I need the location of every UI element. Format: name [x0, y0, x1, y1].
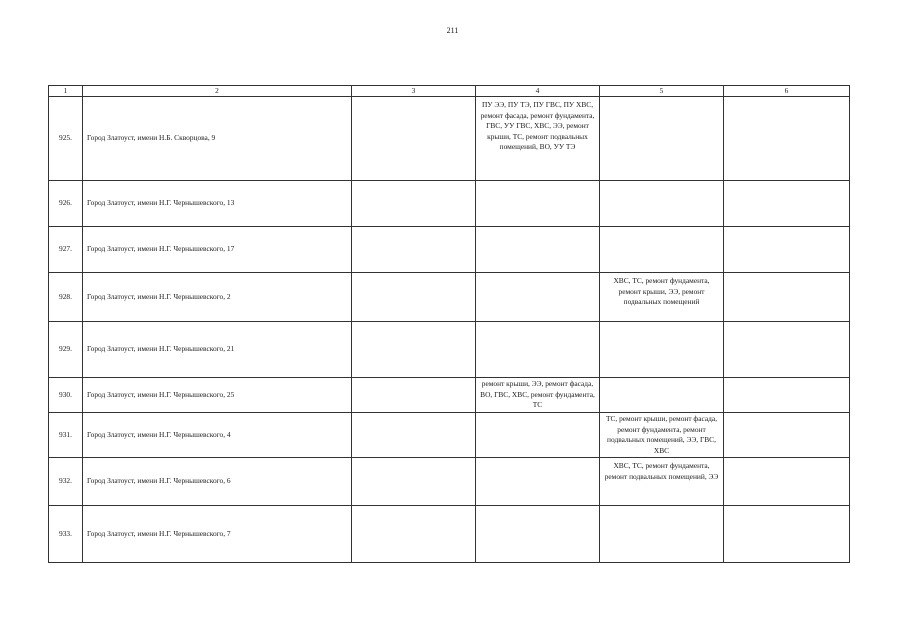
table-row	[49, 322, 850, 378]
col6-cell	[724, 458, 850, 506]
table-header-row	[49, 86, 850, 97]
col4-cell	[476, 227, 600, 273]
col4-cell: ПУ ЭЭ, ПУ ТЭ, ПУ ГВС, ПУ ХВС, ремонт фасада, ремонт фундамента, ГВС, УУ ГВС, ХВС, ЭЭ, ремонт крыши, ТС, ремонт подвальных помещений, ВО, УУ ТЭ	[476, 97, 600, 181]
col4-cell: ремонт крыши, ЭЭ, ремонт фасада, ВО, ГВС, ХВС, ремонт фундамента, ТС	[476, 378, 600, 413]
col4-cell	[476, 273, 600, 322]
table-row	[49, 413, 850, 458]
header-cell: 4	[476, 86, 600, 97]
col5-cell	[600, 506, 724, 563]
address-cell: Город Златоуст, имени Н.Г. Чернышевского, 6	[83, 458, 352, 506]
header-cell: 1	[49, 86, 83, 97]
table-row	[49, 458, 850, 506]
row-number: 925.	[49, 97, 83, 181]
address-cell: Город Златоуст, имени Н.Г. Чернышевского, 13	[83, 181, 352, 227]
col5-cell: ХВС, ТС, ремонт фундамента, ремонт подвальных помещений, ЭЭ	[600, 458, 724, 506]
col6-cell	[724, 181, 850, 227]
row-number: 926.	[49, 181, 83, 227]
col6-cell	[724, 273, 850, 322]
row-number: 929.	[49, 322, 83, 378]
header-cell: 5	[600, 86, 724, 97]
table-row	[49, 506, 850, 563]
address-cell: Город Златоуст, имени Н.Г. Чернышевского, 21	[83, 322, 352, 378]
address-cell: Город Златоуст, имени Н.Б. Скворцова, 9	[83, 97, 352, 181]
row-number: 928.	[49, 273, 83, 322]
row-number: 933.	[49, 506, 83, 563]
col3-cell	[352, 378, 476, 413]
table-row	[49, 97, 850, 181]
col3-cell	[352, 322, 476, 378]
col5-cell	[600, 97, 724, 181]
table-row	[49, 181, 850, 227]
table-row	[49, 227, 850, 273]
row-number: 927.	[49, 227, 83, 273]
table-row	[49, 378, 850, 413]
col3-cell	[352, 181, 476, 227]
col3-cell	[352, 413, 476, 458]
col3-cell	[352, 506, 476, 563]
address-cell: Город Златоуст, имени Н.Г. Чернышевского, 2	[83, 273, 352, 322]
works-table	[48, 85, 850, 563]
page-number: 211	[446, 26, 459, 35]
col5-cell: ХВС, ТС, ремонт фундамента, ремонт крыши, ЭЭ, ремонт подвальных помещений	[600, 273, 724, 322]
address-cell: Город Златоуст, имени Н.Г. Чернышевского, 7	[83, 506, 352, 563]
col6-cell	[724, 413, 850, 458]
col3-cell	[352, 458, 476, 506]
col3-cell	[352, 227, 476, 273]
col4-cell	[476, 413, 600, 458]
address-cell: Город Златоуст, имени Н.Г. Чернышевского, 17	[83, 227, 352, 273]
col4-cell	[476, 458, 600, 506]
row-number: 932.	[49, 458, 83, 506]
row-number: 930.	[49, 378, 83, 413]
col5-cell	[600, 378, 724, 413]
col4-cell	[476, 181, 600, 227]
address-cell: Город Златоуст, имени Н.Г. Чернышевского, 4	[83, 413, 352, 458]
col5-cell	[600, 322, 724, 378]
col6-cell	[724, 506, 850, 563]
header-cell: 2	[83, 86, 352, 97]
col6-cell	[724, 227, 850, 273]
header-cell: 3	[352, 86, 476, 97]
header-cell: 6	[724, 86, 850, 97]
table-row	[49, 273, 850, 322]
col5-cell	[600, 181, 724, 227]
col4-cell	[476, 322, 600, 378]
col4-cell	[476, 506, 600, 563]
col6-cell	[724, 378, 850, 413]
col3-cell	[352, 97, 476, 181]
col3-cell	[352, 273, 476, 322]
col5-cell: ТС, ремонт крыши, ремонт фасада, ремонт фундамента, ремонт подвальных помещений, ЭЭ, ГВС, ХВС	[600, 413, 724, 458]
row-number: 931.	[49, 413, 83, 458]
col5-cell	[600, 227, 724, 273]
col6-cell	[724, 97, 850, 181]
address-cell: Город Златоуст, имени Н.Г. Чернышевского, 25	[83, 378, 352, 413]
col6-cell	[724, 322, 850, 378]
